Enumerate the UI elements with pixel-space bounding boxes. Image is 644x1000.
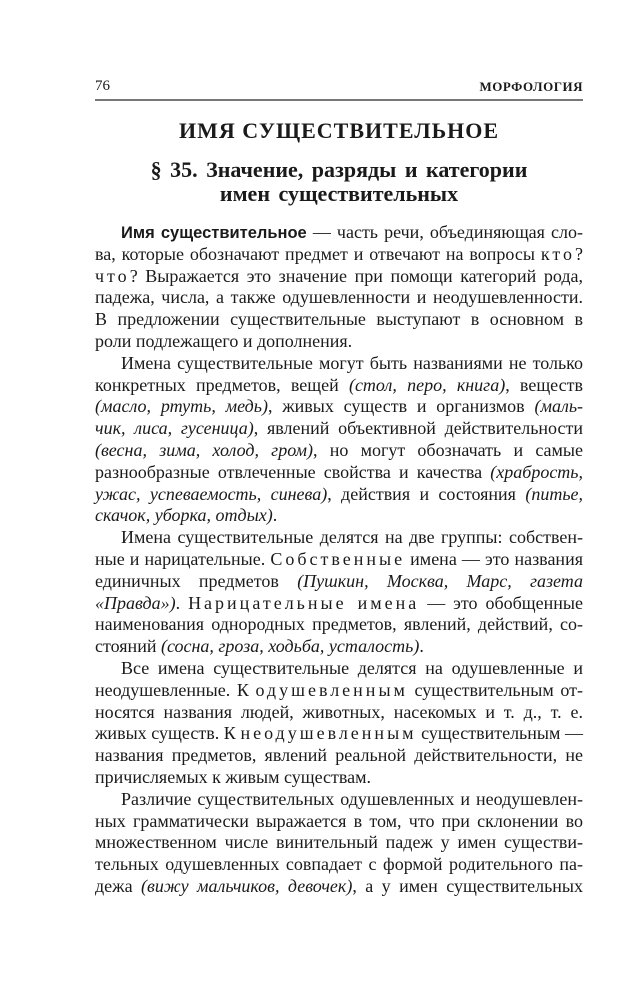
section-title — [95, 158, 583, 206]
text-segment: Имена существительные делятся на две группы: собствен- — [121, 527, 583, 548]
text-segment: ные и нарицательные. — [95, 548, 271, 569]
text-segment: причисляемых к живым существам. — [95, 766, 372, 787]
text-line — [95, 505, 583, 527]
example-text: скачок, уборка, отдых) — [95, 505, 273, 526]
text-segment: , а у имен существительных — [352, 875, 584, 896]
page-number: 76 — [95, 78, 110, 94]
text-segment: неодушевленные. К — [95, 679, 256, 700]
running-head: МОРФОЛОГИЯ — [479, 79, 583, 94]
text-segment: имена — это названия — [405, 548, 583, 569]
example-text: (масло, ртуть, медь) — [95, 396, 268, 417]
example-text: «Правда») — [95, 592, 176, 613]
paragraph — [95, 353, 583, 527]
text-line — [95, 876, 583, 898]
text-line — [95, 745, 583, 767]
text-segment: В предложении существительные выступают в основном в — [95, 309, 583, 330]
text-line — [95, 854, 583, 876]
term-spaced: Нарицательные имена — [188, 592, 420, 613]
text-line — [95, 636, 583, 658]
text-segment: стояний — [95, 636, 161, 657]
text-line — [95, 440, 583, 462]
paragraph — [95, 222, 583, 353]
text-segment: — часть речи, объединяющая сло- — [306, 222, 583, 242]
text-segment: дежа — [95, 875, 142, 896]
text-line — [95, 375, 583, 397]
text-segment: , действия и состояния — [327, 483, 526, 504]
text-line — [95, 680, 583, 702]
text-line — [95, 811, 583, 833]
text-line — [95, 789, 583, 811]
text-line — [95, 767, 583, 789]
term-bold: Имя существительное — [121, 224, 307, 242]
example-text: (маль- — [534, 396, 583, 417]
paragraph — [95, 658, 583, 789]
text-line — [95, 832, 583, 854]
text-line — [95, 353, 583, 375]
text-line — [95, 723, 583, 745]
text-segment: ? Выражается это значение при помощи категорий рода, — [129, 265, 583, 286]
term-spaced: неодушевленным — [240, 723, 417, 744]
text-line — [95, 287, 583, 309]
example-text: (Пушкин, Москва, Марс, газета — [297, 570, 583, 591]
text-line — [95, 418, 583, 440]
paragraph — [95, 789, 583, 898]
text-line — [95, 266, 583, 288]
term-spaced: кто — [540, 243, 575, 264]
text-line — [95, 331, 583, 353]
text-segment: единичных предметов — [95, 570, 298, 591]
text-segment: падежа, числа, а также одушевленности и неодушевленности. — [95, 287, 583, 308]
text-segment: роли подлежащего и дополнения. — [95, 330, 353, 351]
body-text — [95, 222, 583, 898]
text-segment: носятся названия людей, животных, насекомых и т. д., т. е. — [95, 701, 583, 722]
example-text: (сосна, гроза, ходьба, усталость) — [160, 636, 420, 657]
chapter-title: ИМЯ СУЩЕСТВИТЕЛЬНОЕ — [178, 118, 500, 143]
text-line — [95, 244, 583, 266]
text-segment: . — [419, 636, 424, 657]
text-segment: живых существ. К — [95, 723, 241, 744]
text-segment: ва, которые обозначают предмет и отвечают на вопросы — [95, 243, 541, 264]
text-segment: — это обобщенные — [419, 592, 584, 613]
text-segment: , веществ — [505, 374, 583, 395]
section-title-line: § 35. Значение, разряды и категории — [150, 157, 528, 182]
text-segment: ных грамматически выражается в том, что при склонении во — [95, 810, 583, 831]
text-line — [95, 549, 583, 571]
text-line — [95, 614, 583, 636]
example-text: (стол, перо, книга) — [348, 374, 506, 395]
text-segment: , явлений объективной действительности — [253, 418, 583, 439]
text-segment: . — [175, 592, 189, 613]
term-spaced: что — [95, 265, 130, 286]
text-segment: разнообразные отвлеченные свойства и качества — [95, 461, 491, 482]
text-line — [95, 593, 583, 615]
text-segment: множественном числе винительный падеж у имен существи- — [95, 832, 583, 853]
text-segment: Все имена существительные делятся на одушевленные и — [121, 657, 583, 678]
header-rule — [95, 99, 583, 101]
term-spaced: Собственные — [270, 548, 406, 569]
text-segment: . — [272, 505, 278, 526]
text-line — [95, 222, 583, 244]
text-segment: названия предметов, явлений реальной действительности, не — [95, 745, 583, 766]
text-line — [95, 484, 583, 506]
term-spaced: одушевленным — [255, 679, 408, 700]
text-segment: ? — [575, 243, 583, 264]
example-text: чик, лиса, гусеница) — [95, 418, 254, 439]
example-text: (питье, — [525, 483, 584, 504]
example-text: (храбрость, — [490, 461, 583, 482]
text-line — [95, 658, 583, 680]
text-segment: тельных одушевленных совпадает с формой родительного па- — [95, 854, 583, 875]
text-line — [95, 527, 583, 549]
text-line — [95, 571, 583, 593]
text-line — [95, 309, 583, 331]
example-text: (весна, зима, холод, гром) — [95, 439, 313, 460]
text-line — [95, 702, 583, 724]
example-text: (вижу мальчиков, девочек) — [141, 875, 353, 896]
text-segment: наименования однородных предметов, явлений, действий, со- — [95, 614, 583, 635]
text-segment: , но могут обозначать и самые — [313, 439, 583, 460]
text-segment: , живых существ и организмов — [267, 396, 535, 417]
text-line — [95, 462, 583, 484]
text-segment: конкретных предметов, вещей — [95, 374, 349, 395]
text-segment: Имена существительные могут быть названиями не только — [121, 352, 583, 373]
text-segment: существительным от- — [407, 679, 584, 700]
paragraph — [95, 527, 583, 658]
text-segment: Различие существительных одушевленных и неодушевлен- — [121, 788, 583, 809]
example-text: ужас, успеваемость, синева) — [95, 483, 328, 504]
section-title-line: имен существительных — [219, 181, 459, 206]
text-segment: существительным — — [416, 723, 584, 744]
text-line — [95, 396, 583, 418]
